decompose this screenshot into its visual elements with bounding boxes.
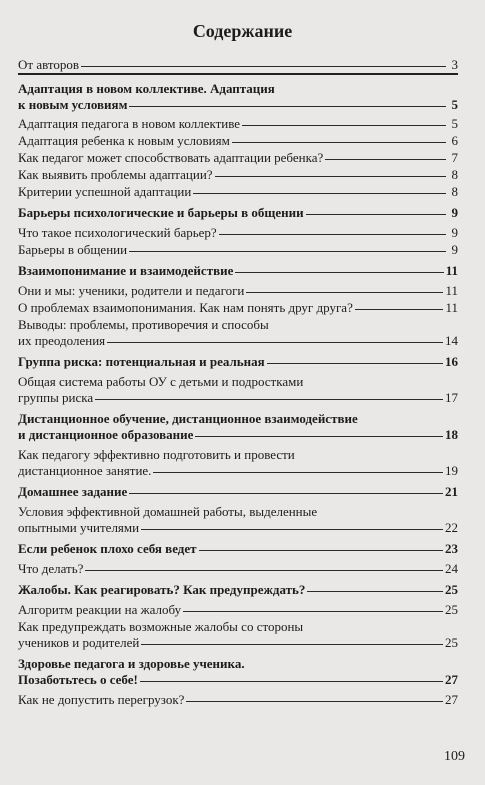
toc-page-number: 18 bbox=[445, 427, 458, 442]
toc-entry bbox=[18, 582, 458, 598]
dot-leader bbox=[186, 700, 443, 702]
dot-leader bbox=[307, 590, 443, 592]
dot-leader bbox=[325, 158, 446, 160]
toc-page-number: 27 bbox=[445, 692, 458, 707]
toc-entry-title-line: Группа риска: потенциальная и реальная bbox=[18, 354, 265, 369]
toc-entry-title-line: Как выявить проблемы адаптации? bbox=[18, 167, 213, 182]
toc-entry-title-line: дистанционное занятие. bbox=[18, 463, 152, 478]
dot-leader bbox=[246, 291, 443, 293]
dot-leader bbox=[140, 680, 443, 682]
toc-entry-title-line: Что такое психологический барьер? bbox=[18, 225, 217, 240]
dot-leader bbox=[195, 435, 443, 437]
toc-entry bbox=[18, 411, 458, 443]
toc-entry-title-line: Выводы: проблемы, противоречия и способы bbox=[18, 317, 269, 332]
dot-leader bbox=[85, 569, 443, 571]
toc-page-number: 25 bbox=[445, 582, 458, 597]
dot-leader bbox=[215, 175, 446, 177]
toc-entry bbox=[18, 116, 458, 132]
table-of-contents bbox=[18, 57, 458, 708]
dot-leader bbox=[242, 124, 446, 126]
toc-entry-title-line: Барьеры в общении bbox=[18, 242, 128, 257]
toc-entry-title-line: к новым условиям bbox=[18, 97, 128, 112]
page-number: 109 bbox=[444, 749, 465, 764]
toc-page-number: 5 bbox=[451, 116, 458, 131]
toc-page-number: 16 bbox=[445, 354, 458, 369]
toc-entry-title-line: Адаптация в новом коллективе. Адаптация bbox=[18, 81, 275, 96]
toc-page-number: 25 bbox=[445, 602, 458, 617]
toc-entry-title-line: О проблемах взаимопонимания. Как нам понять друг друга? bbox=[18, 300, 353, 315]
toc-entry bbox=[18, 504, 458, 536]
toc-entry-title-line: Как педагог может способствовать адаптации ребенка? bbox=[18, 150, 324, 165]
toc-entry-title-line: Что делать? bbox=[18, 561, 84, 576]
toc-entry-title-line: Общая система работы ОУ с детьми и подростками bbox=[18, 374, 304, 389]
toc-entry-title-line: Адаптация педагога в новом коллективе bbox=[18, 116, 241, 131]
toc-entry-title-line: и дистанционное образование bbox=[18, 427, 194, 442]
toc-page-number: 19 bbox=[445, 463, 458, 478]
toc-entry bbox=[18, 354, 458, 370]
toc-page-number: 6 bbox=[451, 133, 458, 148]
toc-entry bbox=[18, 57, 458, 73]
dot-leader bbox=[193, 192, 446, 194]
toc-page-number: 17 bbox=[445, 390, 458, 405]
toc-entry-title-line: Если ребенок плохо себя ведет bbox=[18, 541, 197, 556]
toc-entry bbox=[18, 283, 458, 299]
toc-page-number: 11 bbox=[445, 283, 458, 298]
toc-entry bbox=[18, 484, 458, 500]
toc-page-number: 3 bbox=[451, 57, 458, 72]
toc-entry bbox=[18, 167, 458, 183]
toc-entry-title-line: Критерии успешной адаптации bbox=[18, 184, 192, 199]
dot-leader bbox=[355, 308, 444, 310]
dot-leader bbox=[107, 341, 443, 343]
toc-page-number: 8 bbox=[451, 167, 458, 182]
toc-entry-title-line: Барьеры психологические и барьеры в общении bbox=[18, 205, 304, 220]
toc-page-number: 22 bbox=[445, 520, 458, 535]
toc-page-number: 9 bbox=[451, 225, 458, 240]
toc-entry-title-line: Домашнее задание bbox=[18, 484, 128, 499]
section-divider bbox=[18, 73, 458, 75]
toc-entry bbox=[18, 205, 458, 221]
dot-leader bbox=[235, 271, 443, 273]
toc-entry bbox=[18, 81, 458, 113]
dot-leader bbox=[199, 549, 443, 551]
toc-entry-title-line: Взаимопонимание и взаимодействие bbox=[18, 263, 234, 278]
toc-entry-title-line: группы риска bbox=[18, 390, 94, 405]
toc-page-number: 21 bbox=[445, 484, 458, 499]
dot-leader bbox=[153, 471, 443, 473]
toc-page-number: 9 bbox=[451, 205, 458, 220]
page-title: Содержание bbox=[192, 21, 293, 41]
dot-leader bbox=[141, 528, 443, 530]
dot-leader bbox=[219, 233, 446, 235]
toc-entry bbox=[18, 374, 458, 406]
toc-page-number: 23 bbox=[445, 541, 458, 556]
toc-entry-title-line: Как не допустить перегрузок? bbox=[18, 692, 185, 707]
toc-entry bbox=[18, 619, 458, 651]
toc-entry-title-line: Условия эффективной домашней работы, выделенные bbox=[18, 504, 318, 519]
toc-entry-title-line: Как педагогу эффективно подготовить и провести bbox=[18, 447, 295, 462]
toc-entry-title-line: учеников и родителей bbox=[18, 635, 140, 650]
toc-entry bbox=[18, 561, 458, 577]
toc-entry bbox=[18, 541, 458, 557]
dot-leader bbox=[95, 398, 443, 400]
toc-entry-title-line: Адаптация ребенка к новым условиям bbox=[18, 133, 230, 148]
dot-leader bbox=[267, 362, 443, 364]
toc-entry-title-line: От авторов bbox=[18, 57, 80, 72]
toc-page-number: 7 bbox=[451, 150, 458, 165]
toc-entry bbox=[18, 133, 458, 149]
toc-entry-title-line: Позаботьтесь о себе! bbox=[18, 672, 138, 687]
dot-leader bbox=[81, 65, 446, 67]
toc-entry-title-line: Они и мы: ученики, родители и педагоги bbox=[18, 283, 245, 298]
toc-page-number: 14 bbox=[445, 333, 458, 348]
toc-entry bbox=[18, 692, 458, 708]
toc-page-number: 11 bbox=[445, 300, 458, 315]
toc-page-number: 27 bbox=[445, 672, 458, 687]
dot-leader bbox=[129, 250, 446, 252]
toc-page-number: 8 bbox=[451, 184, 458, 199]
toc-entry bbox=[18, 317, 458, 349]
toc-entry-title-line: Как предупреждать возможные жалобы со стороны bbox=[18, 619, 304, 634]
dot-leader bbox=[141, 643, 443, 645]
toc-entry bbox=[18, 184, 458, 200]
toc-entry-title-line: Жалобы. Как реагировать? Как предупреждать? bbox=[18, 582, 306, 597]
toc-entry-title-line: Дистанционное обучение, дистанционное взаимодействие bbox=[18, 411, 358, 426]
toc-entry-title-line: Здоровье педагога и здоровье ученика. bbox=[18, 656, 245, 671]
dot-leader bbox=[183, 610, 443, 612]
toc-entry bbox=[18, 447, 458, 479]
toc-entry-title-line: их преодоления bbox=[18, 333, 106, 348]
toc-entry bbox=[18, 602, 458, 618]
toc-entry bbox=[18, 263, 458, 279]
toc-entry bbox=[18, 300, 458, 316]
toc-page-number: 25 bbox=[445, 635, 458, 650]
toc-entry bbox=[18, 150, 458, 166]
dot-leader bbox=[306, 213, 446, 215]
dot-leader bbox=[129, 105, 446, 107]
toc-page-number: 11 bbox=[445, 263, 458, 278]
toc-page-number: 5 bbox=[451, 97, 458, 112]
toc-page-number: 24 bbox=[445, 561, 458, 576]
toc-entry-title-line: Алгоритм реакции на жалобу bbox=[18, 602, 182, 617]
toc-page-number: 9 bbox=[451, 242, 458, 257]
toc-entry bbox=[18, 656, 458, 688]
toc-entry-title-line: опытными учителями bbox=[18, 520, 140, 535]
dot-leader bbox=[232, 141, 446, 143]
dot-leader bbox=[129, 492, 443, 494]
toc-entry bbox=[18, 225, 458, 241]
toc-entry bbox=[18, 242, 458, 258]
